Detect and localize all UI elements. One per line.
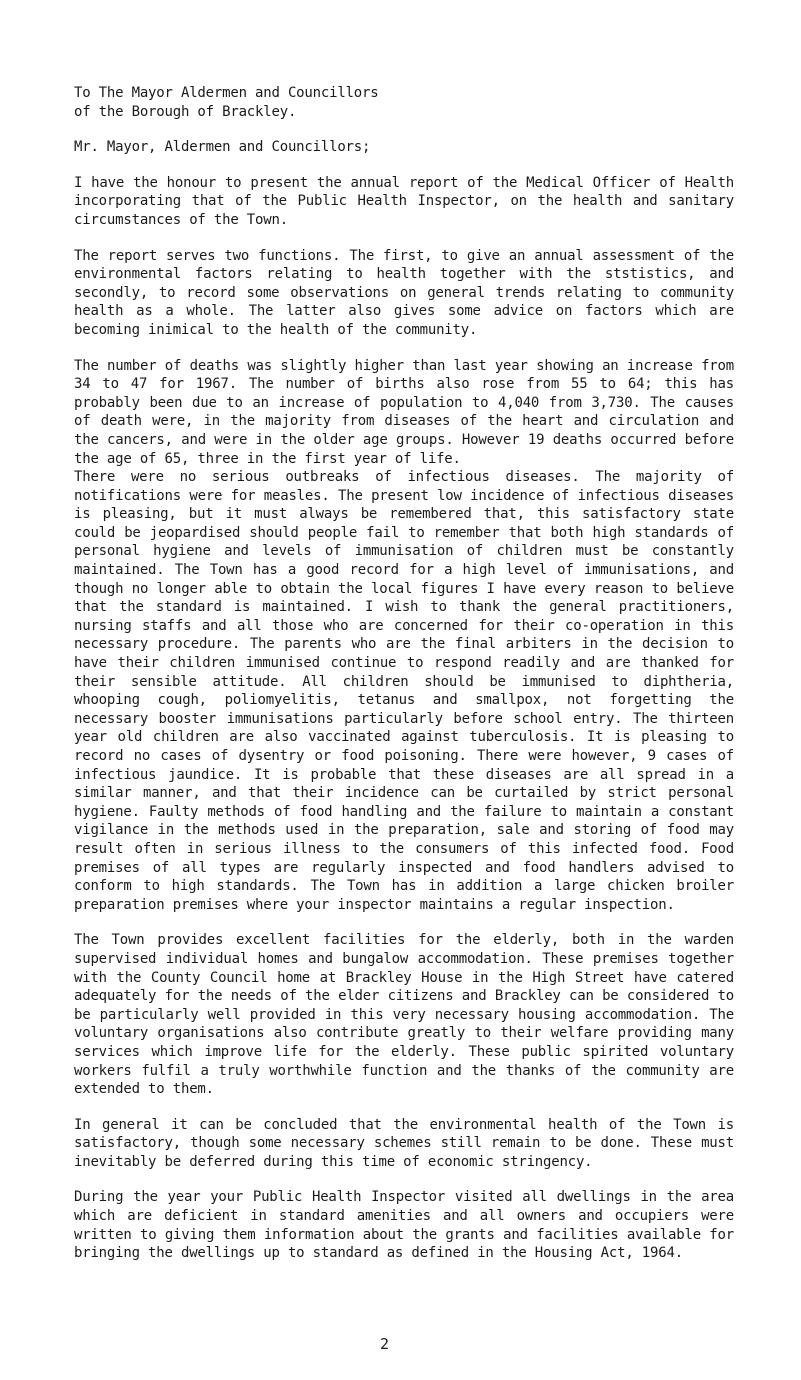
paragraph-housing-inspection: During the year your Public Health Inspector visited all dwellings in the area which are deficient in standard amenities and all owners and occupiers were written to giving them information about the grants and facilities available for bringing the dwellings up to standard as defined in the Housing Act, 1964. [74,1189,734,1262]
salutation: Mr. Mayor, Aldermen and Councillors; [74,139,371,156]
paragraph-vital-statistics: The number of deaths was slightly higher than last year showing an increase from 34 to 47 for 1967. The number of births also rose from 55 to 64; this has probably been due to an increase of population to 4,040 from 3,730. The causes of death were, in the majority from diseases of the heart and circulation and the cancers, and were in the older age groups. However 19 deaths occurred before the age of 65, three in the first year of life. [74,357,734,467]
addressee-line-1: To The Mayor Aldermen and Councillors [74,85,379,101]
page-number: 2 [380,1335,390,1353]
paragraph-infectious-diseases: There were no serious outbreaks of infectious diseases. The majority of notifications were for measles. The present low incidence of infectious diseases is pleasing, but it must always be remembered that, this satisfactory state could be jeopardised should people fail to remember that both high standards of personal hygiene and levels of immunisation of children must be constantly maintained. The Town has a good record for a high level of immunisations, and though no longer able to obtain the local figures I have every reason to believe that the standard is maintained. I wish to thank the general practitioners, nursing staffs and all those who are concerned for their co-operation in this necessary procedure. The parents who are the final arbiters in the decision to have their children immunised continue to respond readily and are thanked for their sensible attitude. All children should be immunised to diphtheria, whooping cough, poliomyelitis, tetanus and smallpox, not forgetting the necessary booster immunisations particularly before school entry. The thirteen year old children are also vaccinated against tuberculosis. It is pleasing to record no cases of dysentry or food poisoning. There were however, 9 cases of infectious jaundice. It is probable that these diseases are all spread in a similar manner, and that their incidence can be curtailed by strict personal hygiene. Faulty methods of food handling and the failure to maintain a constant vigilance in the methods used in the preparation, sale and storing of food may result often in serious illness to the consumers of this infected food. Food premises of all types are regularly inspected and food handlers advised to conform to high standards. The Town has in addition a large chicken broiler preparation premises where your inspector maintains a regular inspection. [74,469,734,913]
addressee-block [74,84,734,121]
paragraph-elderly-facilities: The Town provides excellent facilities for the elderly, both in the warden supervised individual homes and bungalow accommodation. These premises together with the County Council home at Brackley House in the High Street have catered adequately for the needs of the elder citizens and Brackley can be considered to be particularly well provided in this very necessary housing accommodation. The voluntary organisations also contribute greatly to their welfare providing many services which improve life for the elderly. These public spirited voluntary workers fulfil a truly worthwhile function and the thanks of the community are extended to them. [74,932,734,1098]
paragraph-report-functions: The report serves two functions. The first, to give an annual assessment of the environmental factors relating to health together with the ststistics, and secondly, to record some observations on general trends relating to community health as a whole. The latter also gives some advice on factors which are becoming inimical to the health of the community. [74,247,734,338]
paragraph-conclusion: In general it can be concluded that the environmental health of the Town is satisfactory, though some necessary schemes still remain to be done. These must inevitably be deferred during this time of economic stringency. [74,1116,734,1170]
addressee-line-2: of the Borough of Brackley. [74,103,297,120]
letter-page [74,84,734,1263]
paragraph-introduction: I have the honour to present the annual report of the Medical Officer of Health incorporating that of the Public Health Inspector, on the health and sanitary circumstances of the Town. [74,174,734,228]
